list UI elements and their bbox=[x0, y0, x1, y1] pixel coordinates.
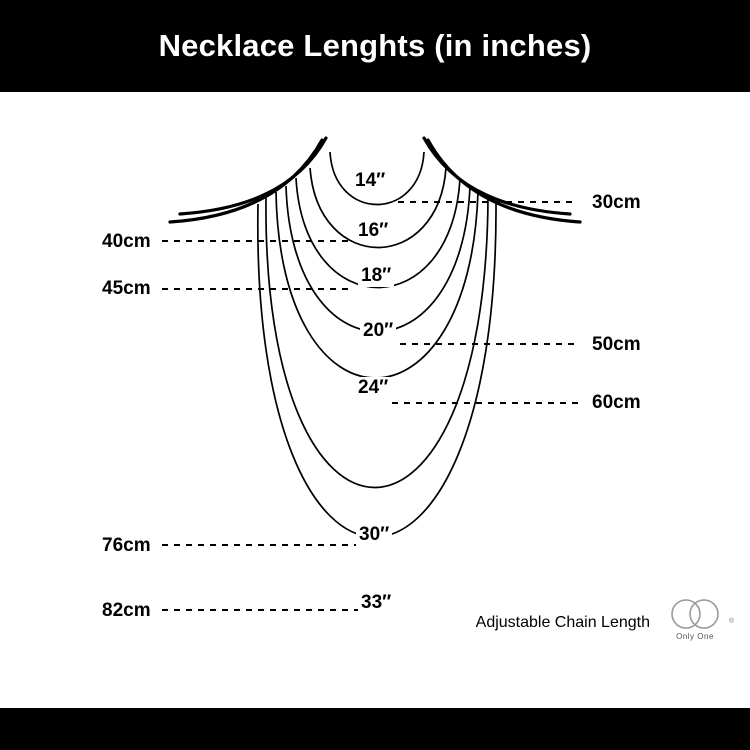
length-label-30cm: 30cm bbox=[592, 192, 641, 213]
brand-logo bbox=[662, 598, 734, 648]
length-label-14in: 14″ bbox=[352, 170, 388, 192]
diagram-area bbox=[0, 92, 750, 708]
length-label-82cm: 82cm bbox=[102, 600, 151, 621]
length-label-24in: 24″ bbox=[355, 377, 391, 399]
footer-band bbox=[0, 708, 750, 750]
length-label-40cm: 40cm bbox=[102, 231, 151, 252]
header-band bbox=[0, 0, 750, 92]
brand-logo-name: Only One bbox=[676, 632, 714, 641]
length-label-30in: 30″ bbox=[356, 524, 392, 546]
two-overlapping-circles-icon bbox=[662, 598, 728, 632]
chain-20 bbox=[286, 186, 470, 332]
brand-tagline: Adjustable Chain Length bbox=[475, 614, 650, 631]
measure-leader-lines bbox=[162, 202, 578, 610]
length-label-60cm: 60cm bbox=[592, 392, 641, 413]
length-label-45cm: 45cm bbox=[102, 278, 151, 299]
brand-block bbox=[475, 598, 734, 648]
length-label-50cm: 50cm bbox=[592, 334, 641, 355]
length-label-76cm: 76cm bbox=[102, 535, 151, 556]
length-label-16in: 16″ bbox=[355, 220, 391, 242]
page-title: Necklace Lenghts (in inches) bbox=[158, 28, 592, 63]
length-label-33in: 33″ bbox=[358, 592, 394, 614]
length-label-18in: 18″ bbox=[358, 265, 394, 287]
length-label-20in: 20″ bbox=[360, 320, 396, 342]
registered-mark: ® bbox=[728, 618, 734, 625]
